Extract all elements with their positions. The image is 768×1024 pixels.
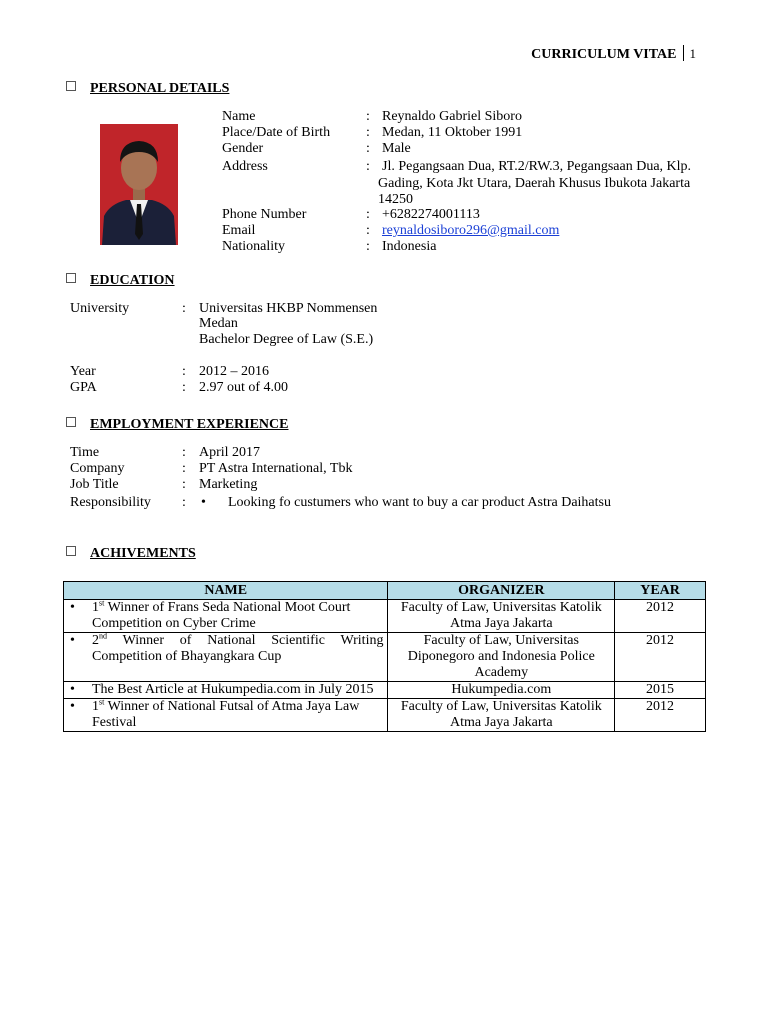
achievement-name — [92, 633, 383, 665]
achievement-name — [92, 600, 383, 632]
ordinal-suffix: st — [99, 598, 105, 608]
education-heading — [66, 273, 175, 289]
colon: : — [366, 141, 370, 156]
education-heading-text: EDUCATION — [90, 273, 175, 288]
page-number: 1 — [689, 46, 696, 61]
colon: : — [366, 207, 370, 222]
university-line-2: Medan — [199, 316, 238, 331]
year-cell: 2012 — [615, 600, 706, 633]
colon: : — [182, 495, 186, 510]
square-bullet-icon — [66, 81, 76, 91]
year-cell: 2015 — [615, 682, 706, 699]
time-value: April 2017 — [199, 445, 261, 460]
field-label: Time — [70, 445, 100, 460]
achievements-table — [63, 581, 706, 732]
field-label: Name — [222, 109, 256, 124]
square-bullet-icon — [66, 417, 76, 427]
year-value: 2012 – 2016 — [199, 364, 269, 379]
achievement-name: The Best Article at Hukumpedia.com in July 2015 — [92, 682, 374, 697]
column-header-year: YEAR — [615, 582, 706, 600]
bullet-icon: • — [70, 682, 75, 697]
colon: : — [366, 159, 370, 174]
job-title-value: Marketing — [199, 477, 258, 492]
nationality-value: Indonesia — [382, 239, 437, 254]
phone-value: +6282274001113 — [382, 207, 480, 222]
achievement-name-cell — [64, 699, 388, 732]
field-label: Company — [70, 461, 125, 476]
ordinal: 1 — [92, 699, 99, 714]
achievement-title: Winner of National Scientific Writing Competition of Bhayangkara Cup — [92, 633, 384, 664]
cv-title: CURRICULUM VITAE — [531, 47, 677, 62]
achievement-title: Winner of National Futsal of Atma Jaya Law Festival — [92, 699, 360, 730]
colon: : — [366, 125, 370, 140]
bullet-icon: • — [70, 699, 75, 714]
field-label: Phone Number — [222, 207, 307, 222]
address-line-1: Jl. Pegangsaan Dua, RT.2/RW.3, Pegangsaan Dua, Klp. — [382, 159, 692, 174]
company-value: PT Astra International, Tbk — [199, 461, 353, 476]
field-label: University — [70, 301, 130, 316]
column-header-organizer: ORGANIZER — [388, 582, 615, 600]
colon: : — [182, 364, 186, 379]
bullet-icon: • — [70, 600, 75, 615]
field-label: Gender — [222, 141, 264, 156]
employment-heading-text: EMPLOYMENT EXPERIENCE — [90, 417, 289, 432]
gpa-value: 2.97 out of 4.00 — [199, 380, 289, 395]
gender-value: Male — [382, 141, 411, 156]
table-row — [64, 633, 706, 682]
field-label: Email — [222, 223, 256, 238]
colon: : — [366, 223, 370, 238]
achievement-title: Winner of Frans Seda National Moot Court Competition on Cyber Crime — [92, 600, 351, 631]
field-label: Nationality — [222, 239, 285, 254]
column-header-name: NAME — [64, 582, 388, 600]
header-divider — [683, 45, 684, 61]
ordinal-suffix: st — [99, 697, 105, 707]
achievement-name-cell — [64, 633, 388, 682]
ordinal: 2 — [92, 633, 99, 648]
achievement-name-cell — [64, 682, 388, 699]
colon: : — [182, 445, 186, 460]
achievements-heading-text: ACHIVEMENTS — [90, 546, 196, 561]
address-line-3: 14250 — [378, 192, 413, 207]
page-header — [531, 45, 696, 63]
personal-details-heading — [66, 81, 229, 97]
achievements-heading — [66, 546, 196, 562]
person-photo-icon — [100, 124, 178, 245]
ordinal-suffix: nd — [99, 631, 107, 641]
achievement-name — [92, 699, 383, 731]
organizer-cell: Faculty of Law, Universitas Katolik Atma Jaya Jakarta — [388, 699, 615, 732]
organizer-cell: Hukumpedia.com — [388, 682, 615, 699]
name-value: Reynaldo Gabriel Siboro — [382, 109, 522, 124]
table-row — [64, 699, 706, 732]
year-cell: 2012 — [615, 699, 706, 732]
table-row — [64, 682, 706, 699]
university-line-1: Universitas HKBP Nommensen — [199, 301, 378, 316]
bullet-icon: • — [70, 633, 75, 648]
birth-value: Medan, 11 Oktober 1991 — [382, 125, 523, 140]
field-label: GPA — [70, 380, 97, 395]
personal-details-heading-text: PERSONAL DETAILS — [90, 81, 230, 96]
profile-photo — [100, 124, 178, 245]
colon: : — [182, 461, 186, 476]
responsibility-value: Looking fo custumers who want to buy a car product Astra Daihatsu — [228, 495, 611, 510]
colon: : — [366, 109, 370, 124]
colon: : — [366, 239, 370, 254]
square-bullet-icon — [66, 546, 76, 556]
square-bullet-icon — [66, 273, 76, 283]
field-label: Year — [70, 364, 96, 379]
colon: : — [182, 380, 186, 395]
organizer-cell: Faculty of Law, Universitas Katolik Atma Jaya Jakarta — [388, 600, 615, 633]
table-row — [64, 600, 706, 633]
colon: : — [182, 477, 186, 492]
email-link[interactable]: reynaldosiboro296@gmail.com — [382, 223, 560, 238]
bullet-icon: • — [201, 495, 206, 510]
field-label: Job Title — [70, 477, 119, 492]
colon: : — [182, 301, 186, 316]
field-label: Responsibility — [70, 495, 151, 510]
achievement-name-cell — [64, 600, 388, 633]
field-label: Place/Date of Birth — [222, 125, 331, 140]
address-line-2: Gading, Kota Jkt Utara, Daerah Khusus Ibukota Jakarta — [378, 176, 691, 191]
year-cell: 2012 — [615, 633, 706, 682]
field-label: Address — [222, 159, 268, 174]
table-header-row — [64, 582, 706, 600]
employment-heading — [66, 417, 288, 433]
organizer-cell: Faculty of Law, Universitas Diponegoro and Indonesia Police Academy — [388, 633, 615, 682]
degree-value: Bachelor Degree of Law (S.E.) — [199, 332, 374, 347]
ordinal: 1 — [92, 600, 99, 615]
